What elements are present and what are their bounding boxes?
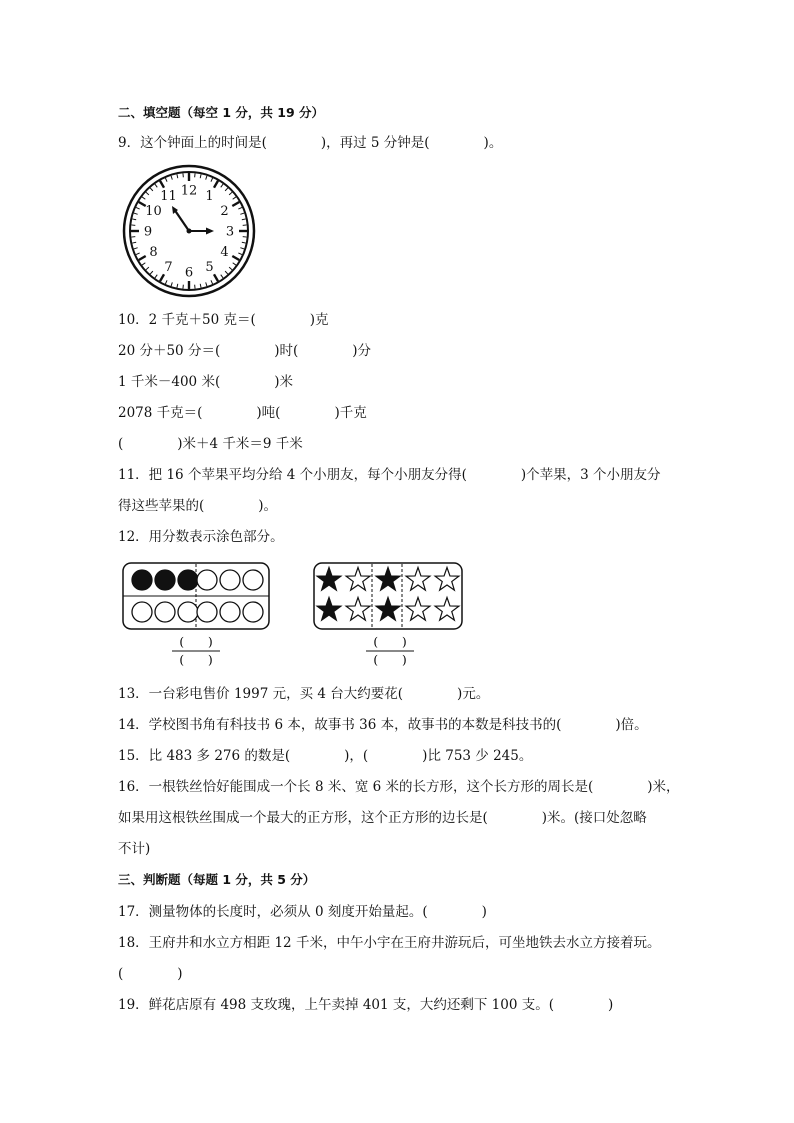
- section-2-heading: 二、填空题（每空 1 分，共 19 分）: [118, 105, 325, 120]
- clock-minute-tick: [134, 213, 138, 214]
- clock-minute-tick: [136, 253, 140, 255]
- circles-fraction-numerator: ( ): [179, 635, 213, 649]
- question-10-c: 1 千米－400 米( )米: [118, 374, 293, 390]
- unshaded-star: [406, 568, 430, 591]
- question-19: 19．鲜花店原有 498 支玫瑰，上午卖掉 401 支，大约还剩下 100 支。( ): [118, 997, 614, 1013]
- clock-hour-tick: [232, 256, 239, 260]
- clock-minute-tick: [229, 267, 232, 270]
- question-18-line2: ( ): [118, 966, 183, 982]
- clock-hour-tick: [160, 274, 164, 281]
- clock-minute-tick: [132, 219, 136, 220]
- clock-face: [122, 164, 256, 298]
- clock-minute-tick: [155, 184, 157, 187]
- unshaded-star: [435, 568, 459, 591]
- clock-minute-tick: [150, 271, 153, 274]
- clock-number: 7: [164, 260, 173, 276]
- unshaded-star: [435, 598, 459, 621]
- question-15: 15．比 483 多 276 的数是( )，( )比 753 少 245。: [118, 748, 533, 764]
- question-14: 14．学校图书角有科技书 6 本，故事书 36 本，故事书的本数是科技书的( )倍。: [118, 717, 648, 733]
- section-3-heading: 三、判断题（每题 1 分，共 5 分）: [118, 872, 316, 887]
- clock-hour-tick: [214, 181, 218, 188]
- clock-number: 2: [220, 204, 229, 219]
- hour-hand: [174, 209, 189, 231]
- clock-minute-tick: [240, 213, 244, 214]
- minute-hand-arrow: [206, 228, 214, 235]
- clock-hour-tick: [139, 256, 146, 260]
- clock-hour-tick: [160, 181, 164, 188]
- question-16-line1: 16．一根铁丝恰好能围成一个长 8 米、宽 6 米的长方形，这个长方形的周长是( )米，: [118, 779, 680, 795]
- unshaded-circle: [243, 602, 263, 622]
- unshaded-star: [346, 568, 370, 591]
- clock-minute-tick: [225, 271, 228, 274]
- unshaded-circle: [220, 570, 240, 590]
- clock-minute-tick: [229, 192, 232, 195]
- clock-number: 11: [160, 188, 177, 204]
- shaded-star: [376, 598, 400, 621]
- clock-minute-tick: [206, 282, 207, 286]
- shaded-star: [317, 568, 341, 591]
- clock-hour-tick: [214, 274, 218, 281]
- unshaded-circle: [132, 602, 152, 622]
- clock-number: 8: [149, 245, 158, 260]
- clock-minute-tick: [177, 174, 178, 178]
- clock-minute-tick: [242, 219, 246, 220]
- clock-minute-tick: [238, 207, 242, 209]
- clock-number: 3: [225, 224, 235, 240]
- clock-number: 1: [205, 188, 214, 204]
- clock-minute-tick: [165, 178, 167, 182]
- clock-minute-tick: [146, 267, 149, 270]
- shaded-circle: [132, 570, 152, 590]
- clock-minute-tick: [240, 248, 244, 249]
- clock-number: 4: [220, 245, 229, 260]
- clock-minute-tick: [242, 242, 246, 243]
- question-13: 13．一台彩电售价 1997 元，买 4 台大约要花( )元。: [118, 686, 490, 702]
- shaded-circle: [155, 570, 175, 590]
- shaded-star: [376, 568, 400, 591]
- clock-minute-tick: [142, 197, 145, 199]
- unshaded-circle: [197, 602, 217, 622]
- question-17: 17．测量物体的长度时，必须从 0 刻度开始量起。( ): [118, 904, 487, 920]
- clock-number: 5: [205, 260, 214, 276]
- unshaded-circle: [178, 602, 198, 622]
- question-11-line2: 得这些苹果的( )。: [118, 498, 278, 514]
- clock-minute-tick: [211, 280, 213, 284]
- question-10: 10．2 千克＋50 克＝( )克: [118, 312, 329, 328]
- clock-minute-tick: [171, 176, 172, 180]
- clock-minute-tick: [165, 280, 167, 284]
- clock-minute-tick: [221, 275, 223, 278]
- stars-figure: [313, 562, 465, 670]
- shaded-star: [317, 598, 341, 621]
- clock-minute-tick: [238, 253, 242, 255]
- clock-minute-tick: [225, 188, 228, 191]
- clock-number: 12: [180, 183, 198, 199]
- circles-figure: [122, 562, 272, 670]
- clock-minute-tick: [206, 176, 207, 180]
- clock-minute-tick: [146, 192, 149, 195]
- clock-minute-tick: [200, 284, 201, 288]
- unshaded-circle: [220, 602, 240, 622]
- clock-hour-tick: [232, 202, 239, 206]
- clock-minute-tick: [132, 242, 136, 243]
- stars-fraction-numerator: ( ): [373, 635, 407, 649]
- question-11-line1: 11．把 16 个苹果平均分给 4 个小朋友，每个小朋友分得( )个苹果，3 个小朋友分: [118, 467, 661, 483]
- clock-minute-tick: [155, 275, 157, 278]
- clock-minute-tick: [211, 178, 213, 182]
- clock-minute-tick: [134, 248, 138, 249]
- question-10-d: 2078 千克＝( )吨( )千克: [118, 405, 367, 421]
- shaded-circle: [178, 570, 198, 590]
- clock-minute-tick: [233, 197, 236, 199]
- clock-number: 6: [184, 265, 194, 281]
- question-9: 9．这个钟面上的时间是( )，再过 5 分钟是( )。: [118, 135, 503, 151]
- clock-minute-tick: [142, 263, 145, 265]
- question-10-e: ( )米＋4 千米＝9 千米: [118, 436, 303, 452]
- unshaded-star: [346, 598, 370, 621]
- clock-minute-tick: [136, 207, 140, 209]
- question-18-line1: 18．王府井和水立方相距 12 千米，中午小宇在王府井游玩后，可坐地铁去水立方接着玩。: [118, 935, 661, 951]
- clock-minute-tick: [200, 174, 201, 178]
- question-12: 12．用分数表示涂色部分。: [118, 529, 284, 545]
- clock-number: 10: [145, 204, 162, 219]
- clock-minute-tick: [221, 184, 223, 187]
- clock-number: 9: [143, 224, 153, 240]
- clock-minute-tick: [233, 263, 236, 265]
- clock-minute-tick: [177, 284, 178, 288]
- circles-fraction-denominator: ( ): [179, 653, 213, 667]
- unshaded-star: [406, 598, 430, 621]
- unshaded-circle: [197, 570, 217, 590]
- question-10-b: 20 分＋50 分＝( )时( )分: [118, 343, 372, 359]
- question-16-line3: 不计): [118, 841, 151, 857]
- stars-fraction-denominator: ( ): [373, 653, 407, 667]
- unshaded-circle: [155, 602, 175, 622]
- clock-minute-tick: [150, 188, 153, 191]
- unshaded-circle: [243, 570, 263, 590]
- question-16-line2: 如果用这根铁丝围成一个最大的正方形，这个正方形的边长是( )米。(接口处忽略: [118, 810, 647, 826]
- clock-minute-tick: [171, 282, 172, 286]
